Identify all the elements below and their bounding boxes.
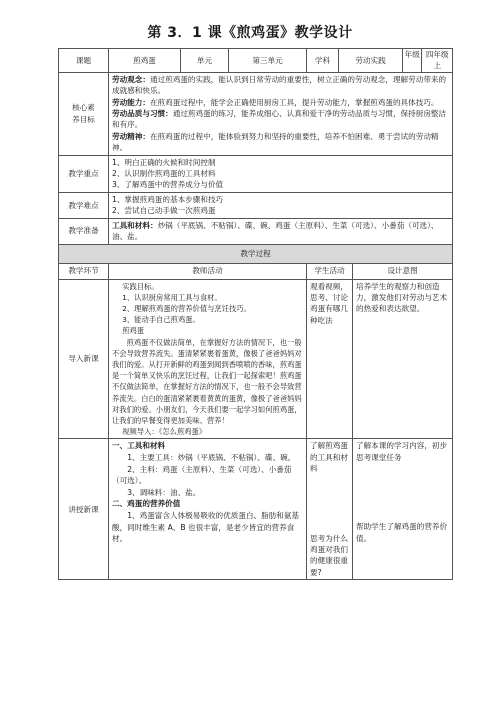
- goals-content: [109, 72, 453, 155]
- design-intent: 了解本课的学习内容，初步思考课堂任务: [356, 441, 448, 462]
- prep-text: 炒锅（平底锅、不粘锅）、碟、碗、鸡蛋（主原料）、生菜（可选）、小番茄（可选）、油、盐。: [112, 220, 439, 242]
- process-title: 教学过程: [59, 244, 453, 263]
- goal-item: [112, 74, 449, 97]
- intro-stage: 导入新课: [59, 279, 109, 439]
- teacher-line: 3、能动手自己煎鸡蛋。: [122, 315, 200, 325]
- lesson-plan-table: [58, 48, 453, 580]
- lesson-stage: 讲授新课: [59, 439, 109, 580]
- teacher-paragraph: 煎鸡蛋不仅做法简单，在掌握好方法的情况下，也一般不会导致营养流失。蛋清紧紧裹着蛋黄，像极了爸爸妈妈对我们的爱。从打开新鲜的鸡蛋到闻到香喷喷的香味，煎鸡蛋是一个简单又快乐的烹饪过程，让我们一起探索吧！煎鸡蛋不仅做法简单，在掌握好方法的情况下，也一般不会导致营养流失。白白的蛋清紧紧裹着黄黄的蛋黄，像极了爸爸妈妈对我们的爱。小朋友们，今天我们要一起学习如何煎鸡蛋，让我们的早餐变得更加美味、营养！: [112, 337, 302, 425]
- teacher-line: 2、主料：鸡蛋（主原料）、生菜（可选）、小番茄（可选）。: [112, 464, 292, 486]
- process-band: [59, 244, 453, 263]
- design-intent: 帮助学生了解鸡蛋的营养价值。: [356, 522, 448, 543]
- lesson-student: [307, 439, 353, 580]
- unit-label: 单元: [181, 49, 229, 73]
- intro-teacher: [109, 279, 307, 439]
- page-title: 第 3．1 课《煎鸡蛋》教学设计: [147, 25, 353, 41]
- goal-item: [112, 108, 449, 131]
- difficulty-item: 1、掌握煎鸡蛋的基本步骤和技巧: [112, 194, 224, 204]
- lesson-intent: [353, 439, 453, 580]
- teacher-line: 煎鸡蛋: [122, 326, 145, 336]
- student-activity: 思考为什么鸡蛋对我们的健康很重要?: [310, 533, 348, 577]
- intro-student: 观看视频，思考、讨论鸡蛋有哪几种吃法: [307, 279, 353, 439]
- focus-item: 2、认识制作煎鸡蛋的工具材料: [112, 169, 216, 179]
- goal-text: 在煎鸡蛋的过程中，能体验到努力和坚持的重要性，培养不怕困难、勇于尝试的劳动精神。: [112, 131, 439, 153]
- teacher-line: 视频导入：《怎么煎鸡蛋》: [122, 427, 207, 437]
- process-header-row: [59, 263, 453, 279]
- info-row: [59, 49, 453, 73]
- goals-label: 核心素养目标: [59, 72, 109, 155]
- focus-item: 3、了解鸡蛋中的营养成分与价值: [112, 180, 224, 190]
- goal-item: [112, 131, 449, 154]
- goal-text: 通过煎鸡蛋的实践，能认识到日常劳动的重要性，树立正确的劳动观念，理解劳动带来的成就感和快乐。: [112, 74, 447, 96]
- goal-item: [112, 97, 449, 108]
- teacher-line: 1、认识厨房常用工具与食材。: [122, 292, 222, 302]
- subject-label: 学科: [307, 49, 339, 73]
- teacher-line: 1、主要工具：炒锅（平底锅、不粘锅）、碟、碗。: [127, 452, 296, 462]
- goal-head: 劳动品质与习惯：: [112, 109, 173, 119]
- section-heading: 二、鸡蛋的营养价值: [112, 499, 181, 509]
- teacher-line: 1、鸡蛋富含人体极易吸收的优质蛋白、脂肪和氨基酸，同时维生素 A、B 也很丰富，是老少皆宜的营养食材。: [112, 510, 300, 544]
- difficulty-label: 教学难点: [59, 192, 109, 218]
- prep-content: [109, 218, 453, 244]
- focus-row: [59, 155, 453, 192]
- intro-intent: 培养学生的观察力和创造力，激发他们对劳动与艺术的热爱和表达欲望。: [353, 279, 453, 439]
- prep-head: 工具和材料：: [112, 220, 158, 230]
- unit-value: 第三单元: [229, 49, 307, 73]
- prep-label: 教学准备: [59, 218, 109, 244]
- course-value: 煎鸡蛋: [109, 49, 181, 73]
- stage-header: 教学环节: [59, 263, 109, 279]
- focus-item: 1、明白正确的火候和时间控制: [112, 157, 216, 167]
- grade-value: 四年级上: [425, 50, 449, 71]
- lesson-teacher: [109, 439, 307, 580]
- student-header: 学生活动: [307, 263, 353, 279]
- difficulty-row: [59, 192, 453, 218]
- focus-content: [109, 155, 453, 192]
- goal-head: 劳动观念：: [112, 74, 150, 84]
- intro-row: [59, 279, 453, 439]
- section-heading: 一、工具和材料: [112, 441, 166, 451]
- difficulty-item: 2、尝试自己动手做一次煎鸡蛋: [112, 206, 216, 216]
- goal-head: 劳动精神：: [112, 131, 150, 141]
- grade-label: 年级: [403, 49, 422, 72]
- goal-head: 劳动能力：: [112, 97, 150, 107]
- teacher-line: 实践目标。: [122, 281, 159, 291]
- teacher-header: 教师活动: [109, 263, 307, 279]
- intent-header: 设计意图: [353, 263, 453, 279]
- goal-text: 在煎鸡蛋过程中，能学会正确使用厨房工具，提升劳动能力，掌握煎鸡蛋的具体技巧。: [149, 97, 439, 107]
- lesson-row: [59, 439, 453, 580]
- goals-row: [59, 72, 453, 155]
- goal-text: 通过煎鸡蛋的练习，能养成细心、认真和爱干净的劳动品质与习惯，保持厨房整洁和有序。: [112, 109, 447, 130]
- focus-label: 教学重点: [59, 155, 109, 192]
- teacher-line: 2、理解煎鸡蛋的营养价值与烹饪技巧。: [122, 303, 251, 313]
- student-activity: 了解煎鸡蛋的工具和材料: [310, 441, 348, 474]
- subject-value: 劳动实践: [339, 49, 403, 73]
- grade-cell: [403, 49, 453, 73]
- difficulty-content: [109, 192, 453, 218]
- prep-row: [59, 218, 453, 244]
- course-label: 课题: [59, 49, 109, 73]
- teacher-line: 3、调味料：油、盐。: [127, 487, 201, 497]
